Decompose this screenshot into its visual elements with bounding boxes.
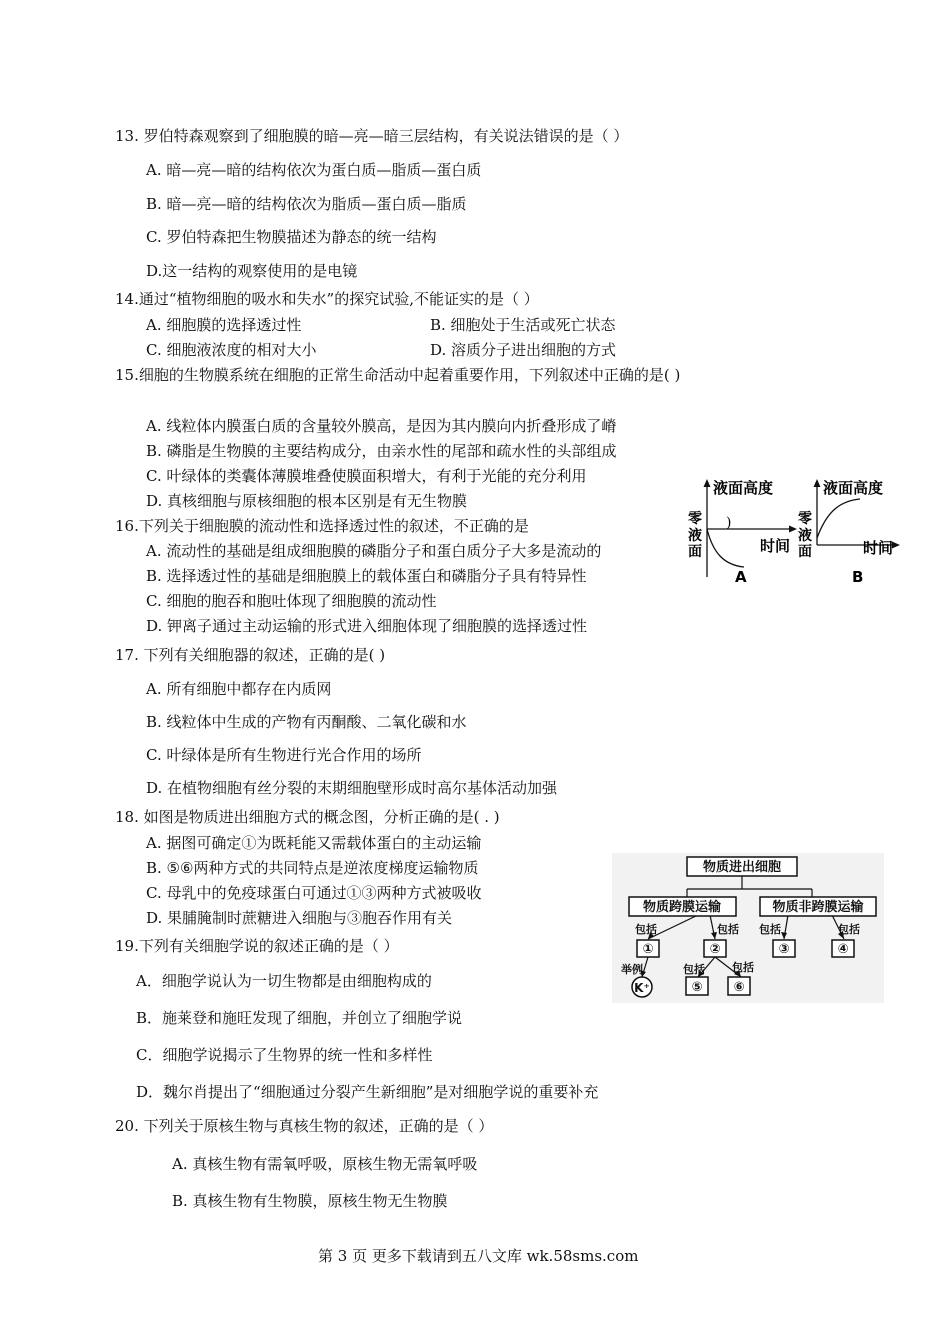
q17-option-d: D. 在植物细胞有丝分裂的末期细胞壁形成时高尔基体活动加强 [146, 779, 558, 797]
graph-b-zero-3: 面 [798, 544, 812, 560]
concept-include-5: 包括 [683, 963, 705, 976]
graph-a [688, 479, 797, 586]
q19-option-d: D．魏尔肖提出了“细胞通过分裂产生新细胞”是对细胞学说的重要补充 [136, 1083, 599, 1101]
graph-b [798, 479, 900, 586]
concept-include-1: 包括 [635, 923, 657, 936]
q15-option-d: D. 真核细胞与原核细胞的根本区别是有无生物膜 [146, 492, 468, 510]
graph-b-zero-1: 零 [798, 511, 812, 527]
q18-option-c: C. 母乳中的免疫球蛋白可通过①③两种方式被吸收 [146, 884, 482, 902]
concept-label-6: ⑥ [733, 980, 745, 995]
q20-option-a: A. 真核生物有需氧呼吸，原核生物无需氧呼吸 [172, 1155, 478, 1173]
concept-include-2: 包括 [717, 923, 739, 936]
concept-label-1: ① [642, 942, 654, 957]
q13-option-a: A. 暗—亮—暗的结构依次为蛋白质—脂质—蛋白质 [146, 161, 482, 179]
concept-map [612, 853, 884, 1003]
concept-root-label: 物质进出细胞 [702, 860, 782, 875]
q18-option-b: B. ⑤⑥两种方式的共同特点是逆浓度梯度运输物质 [146, 859, 479, 877]
q14-stem: 14.通过“植物细胞的吸水和失水”的探究试验,不能证实的是（ ） [115, 290, 539, 308]
concept-label-5: ⑤ [691, 980, 703, 995]
q14-option-b: B. 细胞处于生活或死亡状态 [430, 316, 616, 334]
q19-option-c: C．细胞学说揭示了生物界的统一性和多样性 [136, 1046, 433, 1064]
q17-option-a: A. 所有细胞中都存在内质网 [146, 680, 332, 698]
graph-a-x-label: 时间 [760, 537, 791, 555]
q14-option-d: D. 溶质分子进出细胞的方式 [430, 341, 617, 359]
graph-a-zero-2: 液 [688, 528, 702, 544]
q14-option-c: C. 细胞液浓度的相对大小 [146, 341, 317, 359]
concept-transmembrane-label: 物质跨膜运输 [642, 900, 722, 915]
q13-option-b: B. 暗—亮—暗的结构依次为脂质—蛋白质—脂质 [146, 195, 467, 213]
q16-option-c: C. 细胞的胞吞和胞吐体现了细胞膜的流动性 [146, 592, 437, 610]
page-footer: 第 3 页 更多下载请到五八文库 wk.58sms.com [318, 1247, 639, 1265]
q20-option-b: B. 真核生物有生物膜，原核生物无生物膜 [172, 1192, 448, 1210]
concept-label-2: ② [709, 942, 721, 957]
q16-option-d: D. 钾离子通过主动运输的形式进入细胞体现了细胞膜的选择透过性 [146, 617, 588, 635]
liquid-level-graphs [680, 475, 940, 595]
q15-option-c: C. 叶绿体的类囊体薄膜堆叠使膜面积增大，有利于光能的充分利用 [146, 467, 587, 485]
concept-example: 举例 [621, 963, 643, 976]
graph-b-y-label: 液面高度 [823, 479, 884, 497]
q15-option-b: B. 磷脂是生物膜的主要结构成分，由亲水性的尾部和疏水性的头部组成 [146, 442, 617, 460]
concept-ion-label: K⁺ [634, 981, 650, 995]
q14-option-a: A. 细胞膜的选择透过性 [146, 316, 302, 334]
q15-option-a: A. 线粒体内膜蛋白质的含量较外膜高，是因为其内膜向内折叠形成了嵴 [146, 417, 617, 435]
q19-stem: 19.下列有关细胞学说的叙述正确的是（ ） [115, 937, 399, 955]
q17-option-b: B. 线粒体中生成的产物有丙酮酸、二氧化碳和水 [146, 713, 467, 731]
graph-a-zero-3: 面 [688, 544, 702, 560]
q18-option-a: A. 据图可确定①为既耗能又需载体蛋白的主动运输 [146, 834, 482, 852]
q17-stem: 17. 下列有关细胞器的叙述，正确的是( ) [115, 646, 386, 664]
q17-option-c: C. 叶绿体是所有生物进行光合作用的场所 [146, 746, 422, 764]
q16-option-a: A. 流动性的基础是组成细胞膜的磷脂分子和蛋白质分子大多是流动的 [146, 542, 602, 560]
q13-option-c: C. 罗伯特森把生物膜描述为静态的统一结构 [146, 228, 437, 246]
q20-stem: 20. 下列关于原核生物与真核生物的叙述，正确的是（ ） [115, 1117, 494, 1135]
graph-a-y-label: 液面高度 [713, 479, 774, 497]
graph-a-panel-label: A [735, 568, 747, 586]
q13-option-d: D.这一结构的观察使用的是电镜 [146, 262, 358, 280]
graph-b-panel-label: B [852, 568, 864, 586]
graph-a-zero-1: 零 [688, 511, 702, 527]
q16-option-b: B. 选择透过性的基础是细胞膜上的载体蛋白和磷脂分子具有特异性 [146, 567, 587, 585]
graph-b-x-label: 时间 [863, 539, 894, 557]
concept-include-3: 包括 [759, 923, 781, 936]
graph-a-curve [707, 529, 744, 567]
concept-include-6: 包括 [732, 961, 754, 974]
concept-label-3: ③ [778, 942, 790, 957]
graph-a-paren: ) [726, 515, 732, 531]
q18-option-d: D. 果脯腌制时蔗糖进入细胞与③胞吞作用有关 [146, 909, 453, 927]
q18-stem: 18. 如图是物质进出细胞方式的概念图，分析正确的是( . ) [115, 808, 500, 826]
graph-b-zero-2: 液 [798, 528, 812, 544]
graph-b-curve [817, 499, 860, 538]
q13-stem: 13. 罗伯特森观察到了细胞膜的暗—亮—暗三层结构，有关说法错误的是（ ） [115, 127, 629, 145]
q19-option-a: A．细胞学说认为一切生物都是由细胞构成的 [136, 972, 432, 990]
q15-stem: 15.细胞的生物膜系统在细胞的正常生命活动中起着重要作用，下列叙述中正确的是( ) [115, 366, 681, 384]
concept-label-4: ④ [837, 942, 849, 957]
concept-include-4: 包括 [838, 923, 860, 936]
q19-option-b: B．施莱登和施旺发现了细胞，并创立了细胞学说 [136, 1009, 463, 1027]
q16-stem: 16.下列关于细胞膜的流动性和选择透过性的叙述，不正确的是 [115, 517, 529, 535]
concept-non-transmembrane-label: 物质非跨膜运输 [772, 900, 864, 915]
